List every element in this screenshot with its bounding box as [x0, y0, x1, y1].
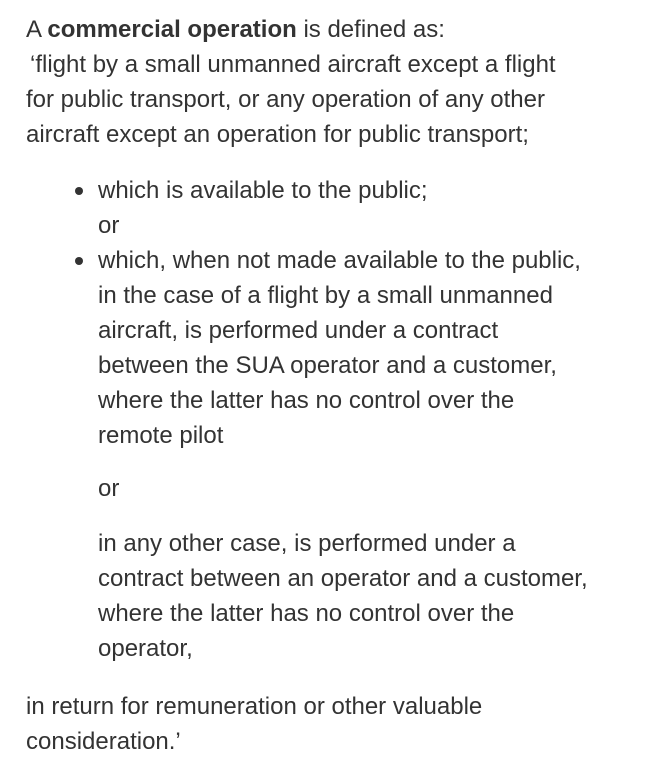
definition-intro: [26, 12, 646, 47]
bullet-2-line-6: remote pilot: [98, 422, 224, 449]
bullet-1-or: or: [98, 212, 120, 239]
intro-prefix: A: [26, 16, 48, 43]
defined-term: commercial operation: [47, 16, 297, 43]
continuation-line-4: operator,: [98, 635, 193, 662]
quote-line-2: for public transport, or any operation of any other: [26, 86, 545, 113]
bullet-2-line-2: in the case of a flight by a small unmanned: [98, 282, 553, 309]
quote-line-1: ‘flight by a small unmanned aircraft except a flight: [30, 51, 556, 78]
continuation-line-2: contract between an operator and a customer,: [98, 565, 588, 592]
document-body: [26, 12, 646, 759]
bullet-2-line-5: where the latter has no control over the: [98, 387, 515, 414]
bullet-list: [73, 173, 646, 453]
continuation-line-1: in any other case, is performed under a: [98, 530, 516, 557]
bullet-2-line-4: between the SUA operator and a customer,: [98, 352, 557, 379]
continuation-line-3: where the latter has no control over the: [98, 600, 515, 627]
list-item: [73, 173, 646, 243]
bullet-icon: [75, 187, 83, 195]
closing-line-2: consideration.’: [26, 728, 181, 755]
quote-line-3: aircraft except an operation for public transport;: [26, 121, 529, 148]
list-item: [73, 243, 646, 453]
bullet-2-line-3: aircraft, is performed under a contract: [98, 317, 499, 344]
continuation-or: or: [98, 475, 120, 502]
bullet-2-line-1: which, when not made available to the public,: [98, 247, 581, 274]
bullet-icon: [75, 257, 83, 265]
intro-suffix: is defined as:: [296, 16, 445, 43]
bullet-1-line-1: which is available to the public;: [98, 177, 428, 204]
closing-line-1: in return for remuneration or other valuable: [26, 693, 483, 720]
